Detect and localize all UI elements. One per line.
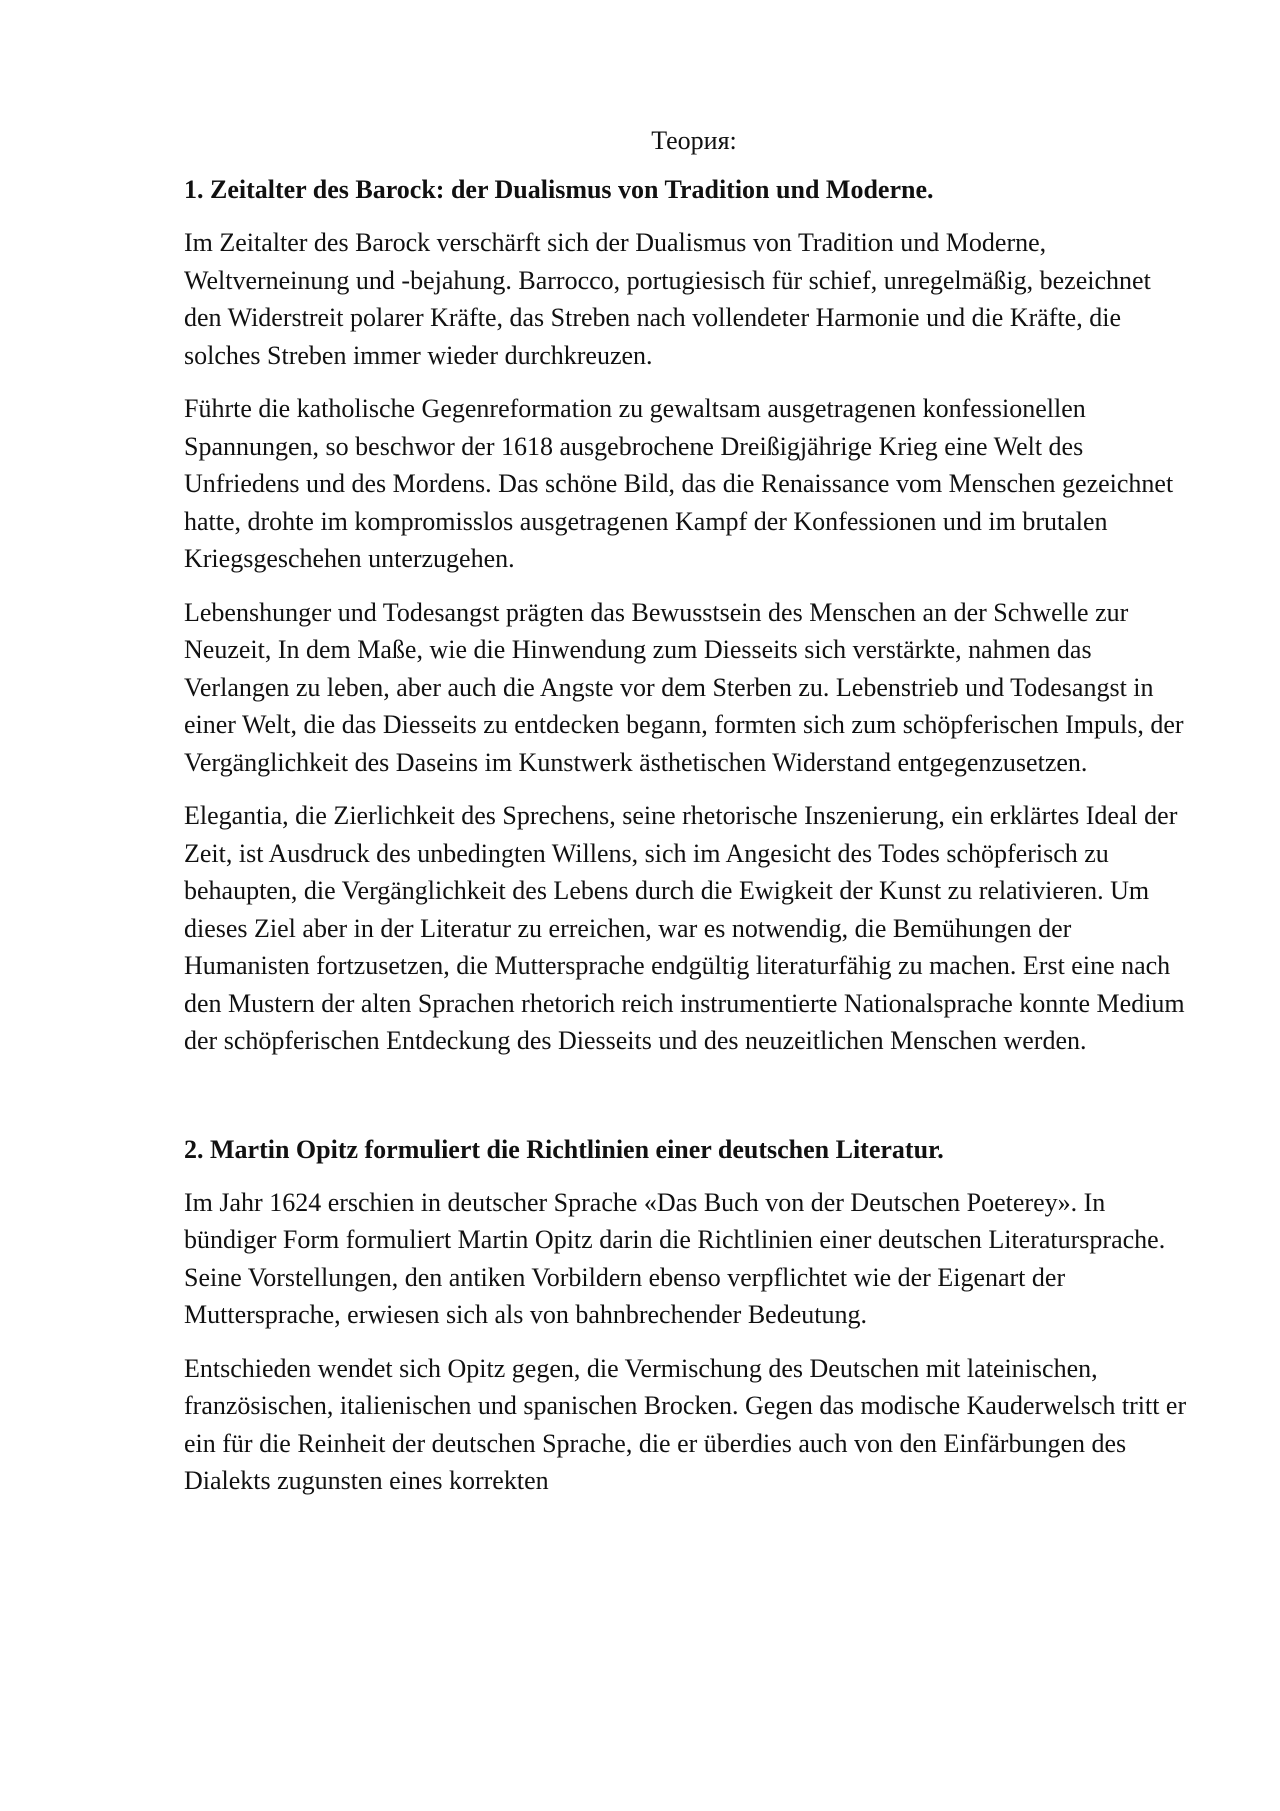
section-spacer (184, 1076, 1194, 1134)
paragraph: Entschieden wendet sich Opitz gegen, die Vermischung des Deutschen mit lateinischen, französischen, italienischen und spanischen Brocken. Gegen das modische Kauderwelsch tritt er ein für die Reinheit der deutschen Sprache, die er überdies auch von den Einfärbungen des Dialekts zugunsten eines korrekten (184, 1353, 1187, 1495)
paragraph: Führte die katholische Gegenreformation zu gewaltsam ausgetragenen konfessionellen Spannungen, so beschwor der 1618 ausgebrochene Dreißigjährige Krieg eine Welt des Unfriedens und des Mordens. Das schöne Bild, das die Renaissance vom Menschen gezeichnet hatte, drohte im kompromisslos ausgetragenen Kampf der Konfessionen und im brutalen Kriegsgeschehen unterzugehen. (184, 394, 1174, 573)
document-body (184, 126, 1194, 1516)
section-heading-2: 2. Martin Opitz formuliert die Richtlinien einer deutschen Literatur. (184, 1134, 944, 1164)
paragraph: Lebenshunger und Todesangst prägten das Bewusstsein des Menschen an der Schwelle zur Neuzeit, In dem Maße, wie die Hinwendung zum Diesseits sich verstärkte, nahmen das Verlangen zu leben, aber auch die Angste vor dem Sterben zu. Lebenstrieb und Todesangst in einer Welt, die das Diesseits zu entdecken begann, formten sich zum schöpferischen Impuls, der Vergänglichkeit des Daseins im Kunstwerk ästhetischen Widerstand entgegenzusetzen. (184, 597, 1184, 777)
section-heading-1: 1. Zeitalter des Barock: der Dualismus von Tradition und Moderne. (184, 175, 934, 204)
paragraph: Im Jahr 1624 erschien in deutscher Sprache «Das Buch von der Deutschen Poeterey». In bündiger Form formuliert Martin Opitz darin die Richtlinien einer deutschen Literatursprache. Seine Vorstellungen, den antiken Vorbildern ebenso verpflichtet wie der Eigenart der Muttersprache, erwiesen sich als von bahnbrechender Bedeutung. (184, 1187, 1166, 1329)
document-title: Теория: (651, 126, 737, 155)
paragraph: Im Zeitalter des Barock verschärft sich der Dualismus von Tradition und Moderne, Weltverneinung und -bejahung. Barrocco, portugiesisch für schief, unregelmäßig, bezeichnet den Widerstreit polarer Kräfte, das Streben nach vollendeter Harmonie und die Kräfte, die solches Streben immer wieder durchkreuzen. (184, 228, 1151, 370)
paragraph: Elegantia, die Zierlichkeit des Sprechens, seine rhetorische Inszenierung, ein erklärtes Ideal der Zeit, ist Ausdruck des unbedingten Willens, sich im Angesicht des Todes schöpferisch zu behaupten, die Vergänglichkeit des Lebens durch die Ewigkeit der Kunst zu relativieren. Um dieses Ziel aber in der Literatur zu erreichen, war es notwendig, die Bemühungen der Humanisten fortzusetzen, die Muttersprache endgültig literaturfähig zu machen. Erst eine nach den Mustern der alten Sprachen rhetorich reich instrumentierte Nationalsprache konnte Medium der schöpferischen Entdeckung des Diesseits und des neuzeitlichen Menschen werden. (184, 801, 1185, 1055)
